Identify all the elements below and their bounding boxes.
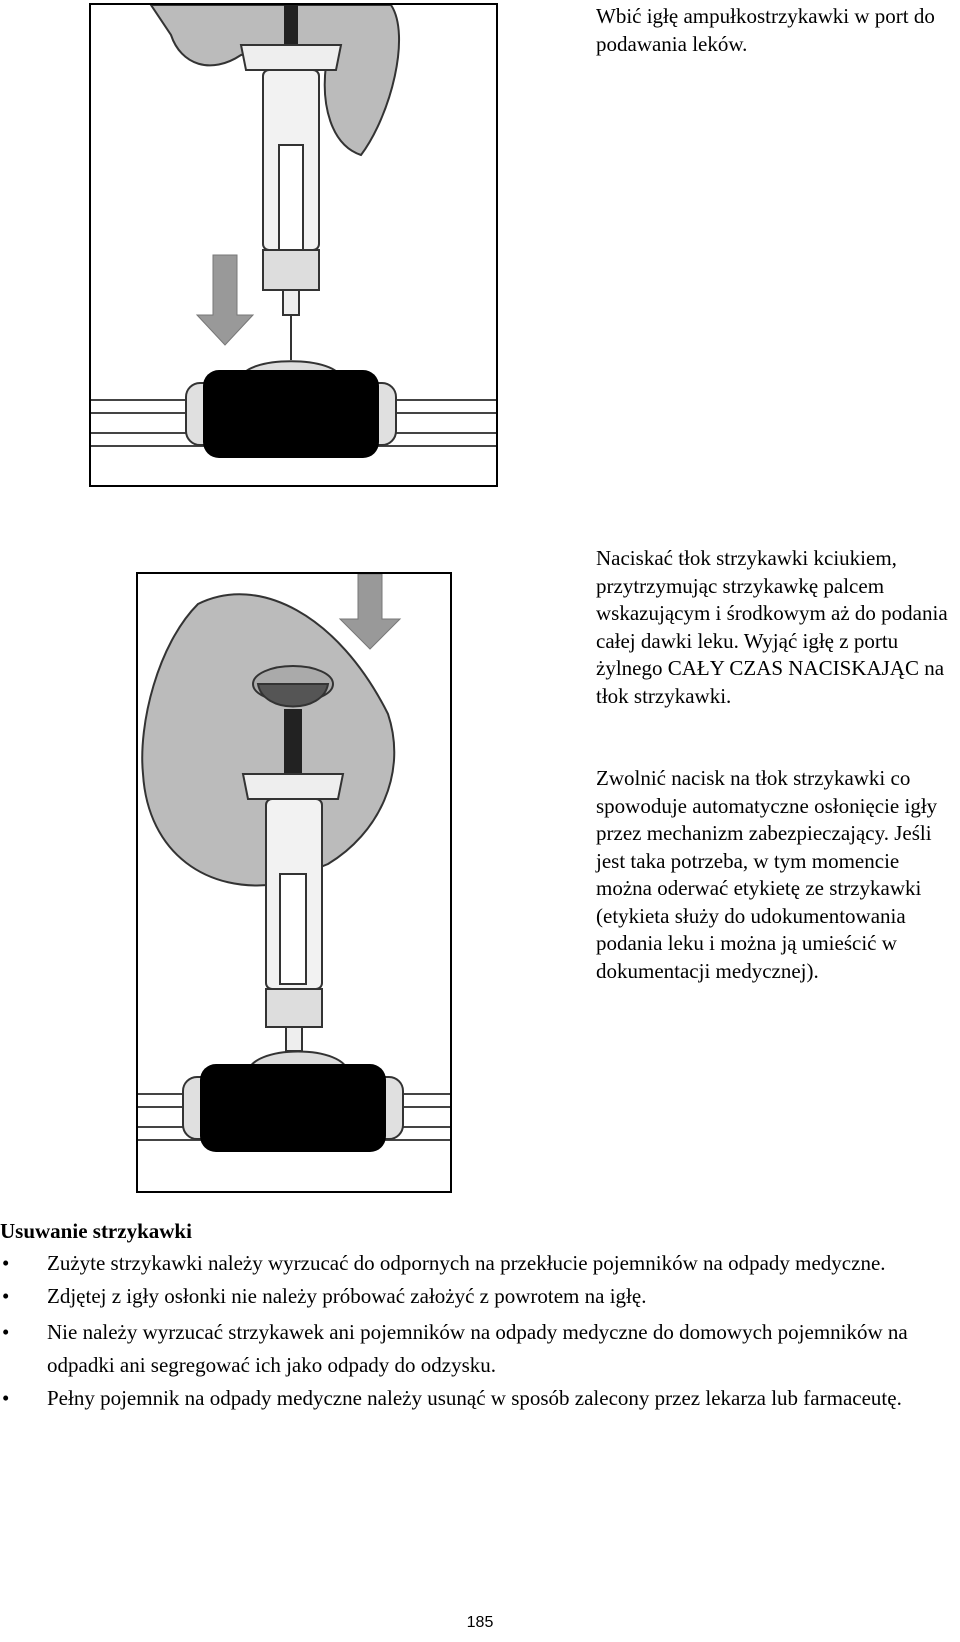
step-insert-needle-text: Wbić igłę ampułkostrzykawki w port do podawania leków. <box>596 4 935 56</box>
bullet-icon: • <box>2 1320 10 1344</box>
bullet-icon: • <box>2 1284 10 1308</box>
disposal-list <box>0 1250 955 1415</box>
bullet-icon: • <box>2 1251 10 1275</box>
list-item: • Zużyte strzykawki należy wyrzucać do odpornych na przekłucie pojemników na odpady medyczne. <box>2 1251 886 1275</box>
illustration-insert-needle <box>89 3 498 487</box>
step-press-plunger-text: Naciskać tłok strzykawki kciukiem, przytrzymując strzykawkę palcem wskazującym i środkowym aż do podania całej dawki leku. Wyjąć igłę z portu żylnego CAŁY CZAS NACISKAJĄC na tłok strzykawki. <box>596 546 948 708</box>
bullet-icon: • <box>2 1386 10 1410</box>
section-heading-disposal: Usuwanie strzykawki <box>0 1219 192 1243</box>
step-release-plunger-text: Zwolnić nacisk na tłok strzykawki co spowoduje automatyczne osłonięcie igły przez mechanizm zabezpieczający. Jeśli jest taka potrzeba, w tym momencie można oderwać etykietę ze strzykawki (etykieta służy do udokumentowania podania leku i można ją umieścić w dokumentacji medycznej). <box>596 766 938 983</box>
list-item: • Zdjętej z igły osłonki nie należy próbować założyć z powrotem na igłę. <box>2 1284 647 1308</box>
page-number: 185 <box>466 1614 494 1631</box>
list-item: • Nie należy wyrzucać strzykawek ani pojemników na odpady medyczne do domowych pojemników na odpadki ani segregować ich jako odpady do odzysku. <box>0 1316 955 1382</box>
list-item: • Pełny pojemnik na odpady medyczne należy usunąć w sposób zalecony przez lekarza lub farmaceutę. <box>0 1382 955 1415</box>
illustration-press-plunger <box>136 572 452 1193</box>
